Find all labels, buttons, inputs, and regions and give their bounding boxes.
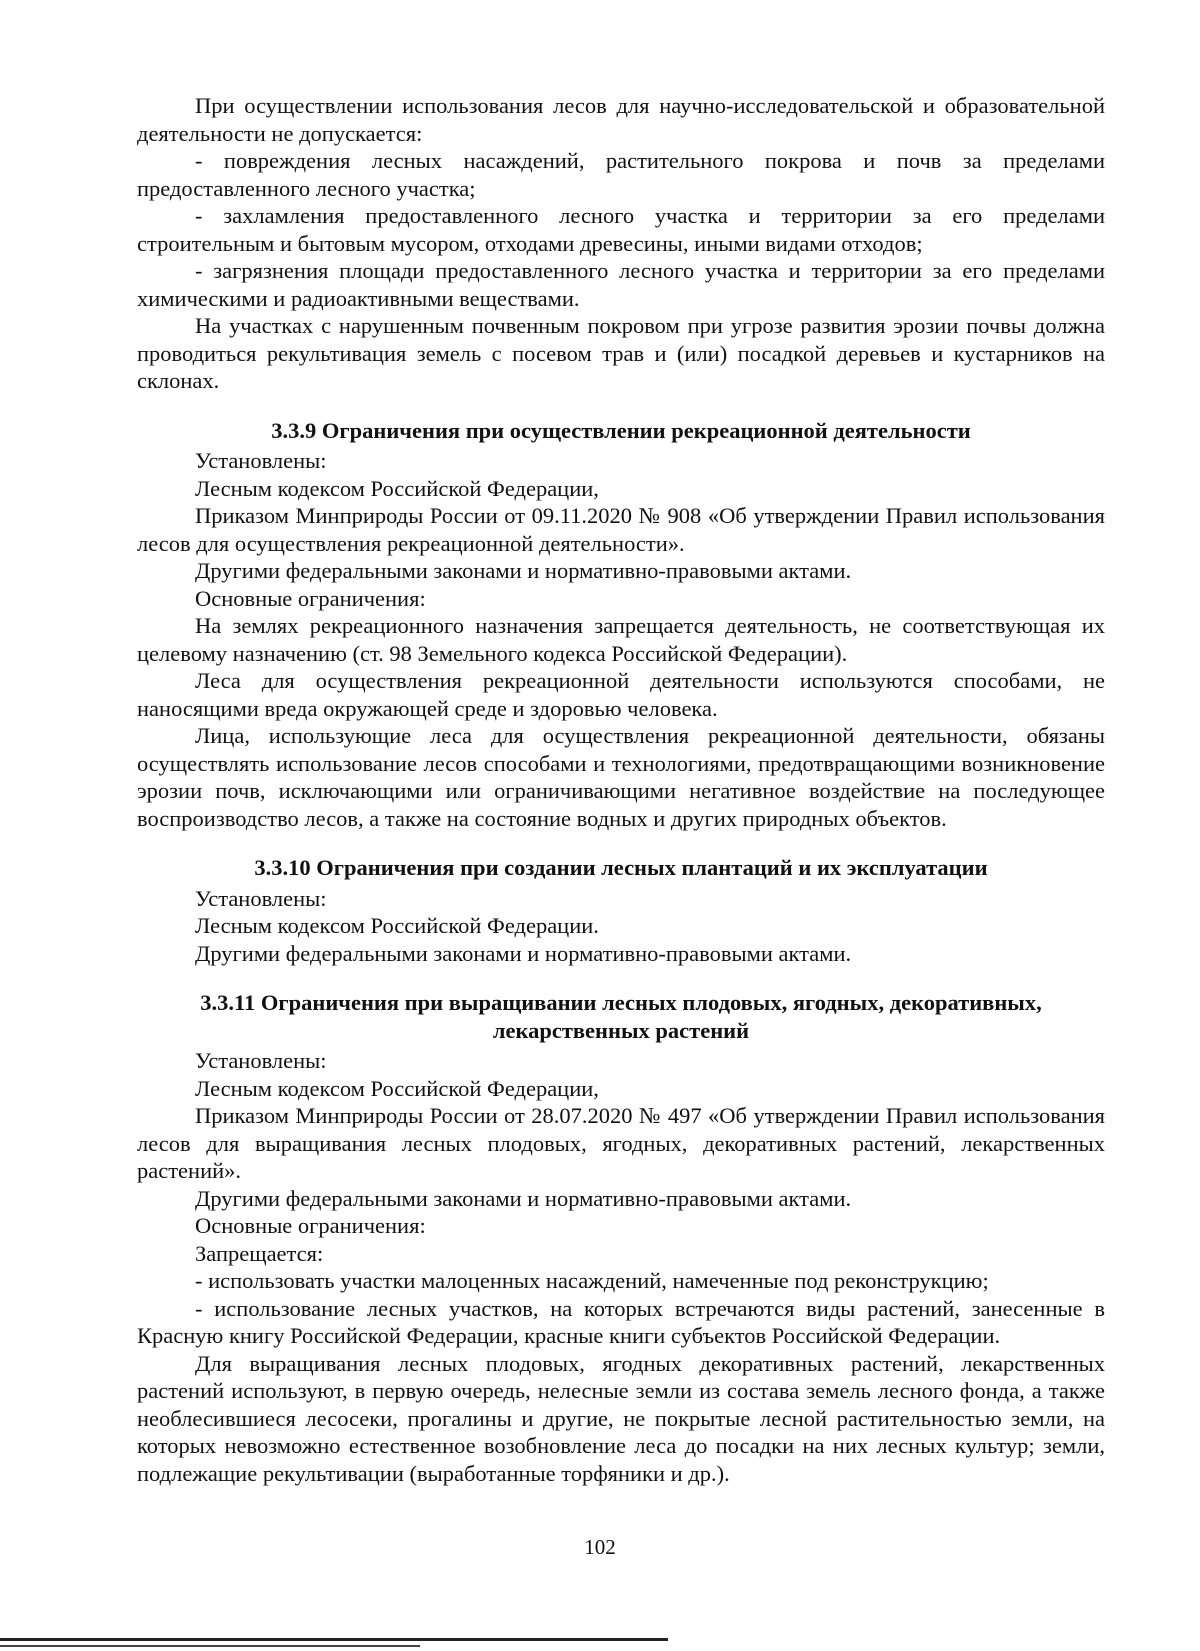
list-item: - загрязнения площади предоставленного лесного участка и территории за его пределами химическими и радиоактивными веществами. [137,258,1105,311]
paragraph: Приказом Минприроды России от 28.07.2020 № 497 «Об утверждении Правил использования лесов для выращивания лесных плодовых, ягодных, декоративных растений, лекарственных растений». [137,1103,1105,1183]
paragraph: Другими федеральными законами и нормативно-правовыми актами. [195,1185,852,1211]
paragraph: Лесным кодексом Российской Федерации, [195,1075,599,1101]
list-item: - использовать участки малоценных насаждений, намеченные под реконструкцию; [195,1268,989,1293]
paragraph: Приказом Минприроды России от 09.11.2020 № 908 «Об утверждении Правил использования лесов для осуществления рекреационной деятельности». [137,503,1105,556]
paragraph: При осуществлении использования лесов для научно-исследовательской и образовательной деятельности не допускается: [137,93,1105,146]
section-heading-3-3-9: 3.3.9 Ограничения при осуществлении рекреационной деятельности [271,417,971,443]
paragraph: Запрещается: [195,1240,324,1266]
section-heading-3-3-11: 3.3.11 Ограничения при выращивании лесных плодовых, ягодных, декоративных, лекарственных растений [200,990,1042,1043]
document-page [137,92,1105,1487]
paragraph: Лесным кодексом Российской Федерации, [195,475,599,501]
bottom-scan-edge-secondary [0,1645,420,1647]
paragraph: Лесным кодексом Российской Федерации. [195,913,599,938]
paragraph: Основные ограничения: [195,585,426,611]
bottom-scan-edge [0,1638,668,1641]
list-item: - использование лесных участков, на которых встречаются виды растений, занесенные в Красную книгу Российской Федерации, красные книги субъектов Российской Федерации. [137,1295,1105,1348]
section-heading-3-3-10: 3.3.10 Ограничения при создании лесных плантаций и их эксплуатации [254,855,988,880]
list-item: - захламления предоставленного лесного участка и территории за его пределами строительным и бытовым мусором, отходами древесины, иными видами отходов; [137,203,1105,256]
paragraph: Лица, использующие леса для осуществления рекреационной деятельности, обязаны осуществлять использование лесов способами и технологиями, предотвращающими возникновение эрозии почв, исключающими или ограничивающими негативное воздействие на последующее воспроизводство лесов, а также на состояние водных и других природных объектов. [137,723,1105,831]
paragraph: Установлены: [195,885,327,911]
paragraph: Основные ограничения: [195,1213,426,1238]
paragraph: Другими федеральными законами и нормативно-правовыми актами. [195,558,852,583]
page-number: 102 [584,1535,616,1559]
paragraph: Леса для осуществления рекреационной деятельности используются способами, не наносящими вреда окружающей среде и здоровью человека. [137,668,1105,721]
paragraph: На землях рекреационного назначения запрещается деятельность, не соответствующая их целевому назначению (ст. 98 Земельного кодекса Российской Федерации). [137,613,1105,666]
list-item: - повреждения лесных насаждений, растительного покрова и почв за пределами предоставленного лесного участка; [137,148,1105,201]
paragraph: Для выращивания лесных плодовых, ягодных декоративных растений, лекарственных растений используют, в первую очередь, нелесные земли из состава земель лесного фонда, а также необлесившиеся лесосеки, прогалины и другие, не покрытые лесной растительностью земли, на которых невозможно естественное возобновление леса до посадки на них лесных культур; земли, подлежащие рекультивации (выработанные торфяники и др.). [137,1350,1105,1486]
paragraph: Установлены: [195,1048,327,1073]
paragraph: На участках с нарушенным почвенным покровом при угрозе развития эрозии почвы должна проводиться рекультивация земель с посевом трав и (или) посадкой деревьев и кустарников на склонах. [137,313,1105,393]
paragraph: Установлены: [195,448,327,473]
paragraph: Другими федеральными законами и нормативно-правовыми актами. [195,940,852,966]
